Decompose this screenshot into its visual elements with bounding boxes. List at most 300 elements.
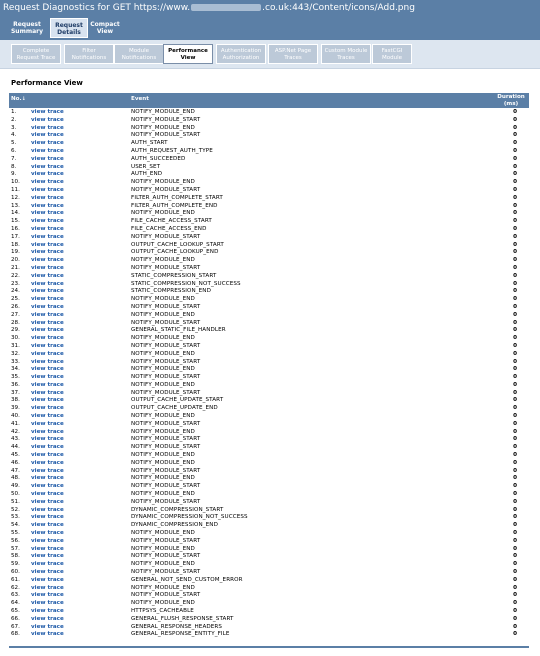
event-name: OUTPUT_CACHE_UPDATE_END	[131, 405, 218, 412]
duration-value: 0	[513, 514, 517, 521]
view-trace-link[interactable]: view trace	[31, 350, 64, 357]
event-name: NOTIFY_MODULE_START	[131, 342, 201, 349]
view-trace-link[interactable]: view trace	[31, 124, 64, 131]
duration-value: 0	[513, 311, 517, 318]
duration-value: 0	[513, 592, 517, 599]
duration-value: 0	[513, 584, 517, 591]
table-row	[9, 117, 529, 125]
duration-value: 0	[513, 428, 517, 435]
duration-value: 0	[513, 124, 517, 131]
event-name: NOTIFY_MODULE_END	[131, 179, 195, 186]
event-name: GENERAL_RESPONSE_HEADERS	[131, 623, 223, 630]
view-trace-link[interactable]: view trace	[31, 335, 64, 342]
sub-tab-bar	[0, 40, 540, 69]
view-trace-link[interactable]: view trace	[31, 576, 64, 583]
event-name: NOTIFY_MODULE_END	[131, 584, 195, 591]
view-trace-link[interactable]: view trace	[31, 186, 64, 193]
row-number: 39.	[11, 405, 20, 412]
row-number: 49.	[11, 483, 20, 490]
table-row	[9, 273, 529, 281]
duration-value: 0	[513, 218, 517, 225]
event-name: USER_SET	[131, 163, 161, 170]
event-name: NOTIFY_MODULE_START	[131, 358, 201, 365]
duration-value: 0	[513, 272, 517, 279]
view-trace-link[interactable]: view trace	[31, 264, 64, 271]
table-row	[9, 242, 529, 250]
view-trace-link[interactable]: view trace	[31, 327, 64, 334]
duration-value: 0	[513, 109, 517, 115]
event-name: NOTIFY_MODULE_START	[131, 303, 201, 310]
table-row	[9, 390, 529, 398]
view-trace-link[interactable]: view trace	[31, 233, 64, 240]
view-trace-link[interactable]: view trace	[31, 537, 64, 544]
table-row	[9, 281, 529, 289]
duration-value: 0	[513, 444, 517, 451]
table-row	[9, 304, 529, 312]
view-trace-link[interactable]: view trace	[31, 452, 64, 459]
duration-value: 0	[513, 140, 517, 147]
duration-value: 0	[513, 374, 517, 381]
row-number: 3.	[11, 124, 17, 131]
duration-value: 0	[513, 452, 517, 459]
duration-value: 0	[513, 350, 517, 357]
view-trace-link[interactable]: view trace	[31, 615, 64, 622]
window-title	[0, 0, 540, 16]
view-trace-link[interactable]: view trace	[31, 475, 64, 482]
table-row	[9, 397, 529, 405]
duration-value: 0	[513, 303, 517, 310]
table-row	[9, 429, 529, 437]
duration-value: 0	[513, 631, 517, 638]
table-row	[9, 335, 529, 343]
view-trace-link[interactable]: view trace	[31, 163, 64, 170]
view-trace-link[interactable]: view trace	[31, 592, 64, 599]
duration-value: 0	[513, 225, 517, 232]
tab-performance-view[interactable]: Performance View	[163, 44, 213, 64]
redacted-domain	[191, 4, 261, 11]
table-row	[9, 553, 529, 561]
view-trace-link[interactable]: view trace	[31, 257, 64, 264]
event-name: STATIC_COMPRESSION_START	[131, 272, 217, 279]
table-row	[9, 475, 529, 483]
row-number: 43.	[11, 436, 20, 443]
event-name: NOTIFY_MODULE_START	[131, 374, 201, 381]
sort-arrow-icon: ↓	[21, 96, 26, 102]
view-trace-link[interactable]: view trace	[31, 467, 64, 474]
view-trace-link[interactable]: view trace	[31, 155, 64, 162]
view-trace-link[interactable]: view trace	[31, 218, 64, 225]
duration-value: 0	[513, 420, 517, 427]
event-name: NOTIFY_MODULE_START	[131, 132, 201, 139]
row-number: 45.	[11, 452, 20, 459]
col-duration-header[interactable]: Duration (ms)	[497, 94, 525, 107]
view-trace-link[interactable]: view trace	[31, 483, 64, 490]
table-row	[9, 538, 529, 546]
event-name: FILE_CACHE_ACCESS_END	[131, 225, 207, 232]
event-name: NOTIFY_MODULE_END	[131, 452, 195, 459]
duration-value: 0	[513, 623, 517, 630]
event-name: NOTIFY_MODULE_START	[131, 537, 201, 544]
view-trace-link[interactable]: view trace	[31, 561, 64, 568]
table-row	[9, 436, 529, 444]
row-number: 16.	[11, 225, 20, 232]
event-name: FILTER_AUTH_COMPLETE_START	[131, 194, 223, 201]
duration-value: 0	[513, 132, 517, 139]
table-row	[9, 374, 529, 382]
event-name: NOTIFY_MODULE_END	[131, 381, 195, 388]
duration-value: 0	[513, 576, 517, 583]
tab-compact-view[interactable]: Compact View	[90, 21, 120, 35]
view-trace-link[interactable]: view trace	[31, 140, 64, 147]
duration-value: 0	[513, 179, 517, 186]
table-row	[9, 226, 529, 234]
event-name: NOTIFY_MODULE_START	[131, 444, 201, 451]
event-name: NOTIFY_MODULE_END	[131, 366, 195, 373]
duration-value: 0	[513, 389, 517, 396]
row-number: 7.	[11, 155, 17, 162]
row-number: 55.	[11, 530, 20, 537]
row-number: 38.	[11, 397, 20, 404]
view-trace-link[interactable]: view trace	[31, 342, 64, 349]
table-row	[9, 366, 529, 374]
duration-value: 0	[513, 194, 517, 201]
table-row	[9, 592, 529, 600]
row-number: 63.	[11, 592, 20, 599]
duration-value: 0	[513, 249, 517, 256]
duration-value: 0	[513, 155, 517, 162]
duration-value: 0	[513, 475, 517, 482]
tab-fastcgi-module[interactable]: FastCGI Module	[372, 44, 412, 64]
duration-value: 0	[513, 186, 517, 193]
duration-value: 0	[513, 147, 517, 154]
view-trace-link[interactable]: view trace	[31, 428, 64, 435]
view-trace-link[interactable]: view trace	[31, 623, 64, 630]
row-number: 41.	[11, 420, 20, 427]
tab-authentication-authorization[interactable]: Authentication Authorization	[216, 44, 266, 64]
view-trace-link[interactable]: view trace	[31, 132, 64, 139]
duration-value: 0	[513, 506, 517, 513]
row-number: 13.	[11, 202, 20, 209]
row-number: 4.	[11, 132, 17, 139]
row-number: 1.	[11, 109, 17, 115]
title-suffix: .co.uk:443/Content/icons/Add.png	[262, 3, 415, 13]
row-number: 9.	[11, 171, 17, 178]
row-number: 54.	[11, 522, 20, 529]
view-trace-link[interactable]: view trace	[31, 389, 64, 396]
event-name: NOTIFY_MODULE_START	[131, 233, 201, 240]
row-number: 36.	[11, 381, 20, 388]
row-number: 66.	[11, 615, 20, 622]
row-number: 48.	[11, 475, 20, 482]
table-row	[9, 616, 529, 624]
event-name: NOTIFY_MODULE_END	[131, 561, 195, 568]
duration-value: 0	[513, 280, 517, 287]
view-trace-link[interactable]: view trace	[31, 109, 64, 115]
view-trace-link[interactable]: view trace	[31, 374, 64, 381]
duration-value: 0	[513, 202, 517, 209]
view-trace-link[interactable]: view trace	[31, 600, 64, 607]
table-row	[9, 585, 529, 593]
view-trace-link[interactable]: view trace	[31, 194, 64, 201]
table-header	[9, 93, 529, 108]
view-trace-link[interactable]: view trace	[31, 553, 64, 560]
row-number: 46.	[11, 459, 20, 466]
row-number: 15.	[11, 218, 20, 225]
duration-value: 0	[513, 561, 517, 568]
col-no-label: No.	[11, 96, 22, 102]
duration-value: 0	[513, 498, 517, 505]
view-trace-link[interactable]: view trace	[31, 171, 64, 178]
view-trace-link[interactable]: view trace	[31, 272, 64, 279]
table-row	[9, 600, 529, 608]
row-number: 17.	[11, 233, 20, 240]
table-bottom-border	[9, 646, 529, 648]
row-number: 5.	[11, 140, 17, 147]
view-trace-link[interactable]: view trace	[31, 225, 64, 232]
tab-aspnet-page-traces[interactable]: ASP.Net Page Traces	[268, 44, 318, 64]
row-number: 32.	[11, 350, 20, 357]
row-number: 57.	[11, 545, 20, 552]
table-row	[9, 140, 529, 148]
row-number: 27.	[11, 311, 20, 318]
view-trace-link[interactable]: view trace	[31, 522, 64, 529]
tab-request-summary[interactable]: Request Summary	[10, 21, 43, 35]
view-trace-link[interactable]: view trace	[31, 545, 64, 552]
event-name: NOTIFY_MODULE_START	[131, 569, 201, 576]
view-trace-link[interactable]: view trace	[31, 280, 64, 287]
view-trace-link[interactable]: view trace	[31, 459, 64, 466]
row-number: 58.	[11, 553, 20, 560]
event-name: NOTIFY_MODULE_END	[131, 413, 195, 420]
event-name: NOTIFY_MODULE_START	[131, 319, 201, 326]
row-number: 47.	[11, 467, 20, 474]
view-trace-link[interactable]: view trace	[31, 241, 64, 248]
event-name: GENERAL_NOT_SEND_CUSTOM_ERROR	[131, 576, 243, 583]
view-trace-link[interactable]: view trace	[31, 506, 64, 513]
event-name: OUTPUT_CACHE_UPDATE_START	[131, 397, 224, 404]
view-trace-link[interactable]: view trace	[31, 420, 64, 427]
table-row	[9, 608, 529, 616]
event-name: NOTIFY_MODULE_END	[131, 257, 195, 264]
event-name: NOTIFY_MODULE_START	[131, 389, 201, 396]
table-row	[9, 109, 529, 117]
event-name: NOTIFY_MODULE_START	[131, 553, 201, 560]
duration-value: 0	[513, 600, 517, 607]
duration-value: 0	[513, 491, 517, 498]
event-name: DYNAMIC_COMPRESSION_END	[131, 522, 218, 529]
event-name: OUTPUT_CACHE_LOOKUP_END	[131, 249, 219, 256]
table-row	[9, 522, 529, 530]
event-name: STATIC_COMPRESSION_END	[131, 288, 211, 295]
table-row	[9, 351, 529, 359]
view-trace-link[interactable]: view trace	[31, 413, 64, 420]
row-number: 53.	[11, 514, 20, 521]
row-number: 68.	[11, 631, 20, 638]
event-name: NOTIFY_MODULE_START	[131, 592, 201, 599]
event-name: NOTIFY_MODULE_START	[131, 186, 201, 193]
view-trace-link[interactable]: view trace	[31, 319, 64, 326]
table-row	[9, 382, 529, 390]
row-number: 52.	[11, 506, 20, 513]
table-row	[9, 265, 529, 273]
duration-value: 0	[513, 459, 517, 466]
table-row	[9, 499, 529, 507]
row-number: 18.	[11, 241, 20, 248]
row-number: 51.	[11, 498, 20, 505]
duration-value: 0	[513, 319, 517, 326]
row-number: 50.	[11, 491, 20, 498]
duration-value: 0	[513, 413, 517, 420]
duration-value: 0	[513, 171, 517, 178]
table-row	[9, 577, 529, 585]
table-row	[9, 312, 529, 320]
duration-value: 0	[513, 569, 517, 576]
table-row	[9, 234, 529, 242]
table-row	[9, 125, 529, 133]
view-trace-link[interactable]: view trace	[31, 498, 64, 505]
row-number: 65.	[11, 608, 20, 614]
table-row	[9, 491, 529, 499]
table-row	[9, 288, 529, 296]
tab-complete-request-trace[interactable]: Complete Request Trace	[11, 44, 61, 64]
event-name: NOTIFY_MODULE_END	[131, 459, 195, 466]
duration-value: 0	[513, 327, 517, 334]
tab-request-details[interactable]: Request Details	[50, 18, 88, 38]
table-row	[9, 343, 529, 351]
event-name: GENERAL_RESPONSE_ENTITY_FILE	[131, 631, 230, 638]
view-trace-link[interactable]: view trace	[31, 397, 64, 404]
table-row	[9, 148, 529, 156]
event-name: GENERAL_FLUSH_RESPONSE_START	[131, 615, 234, 622]
view-trace-link[interactable]: view trace	[31, 530, 64, 537]
row-number: 67.	[11, 623, 20, 630]
duration-value: 0	[513, 530, 517, 537]
row-number: 19.	[11, 249, 20, 256]
view-trace-link[interactable]: view trace	[31, 631, 64, 638]
view-trace-link[interactable]: view trace	[31, 202, 64, 209]
col-no-header[interactable]	[11, 96, 26, 102]
table-body	[9, 109, 529, 639]
view-trace-link[interactable]: view trace	[31, 288, 64, 295]
event-name: NOTIFY_MODULE_END	[131, 296, 195, 303]
table-row	[9, 327, 529, 335]
table-row	[9, 507, 529, 515]
table-row	[9, 413, 529, 421]
view-trace-link[interactable]: view trace	[31, 179, 64, 186]
duration-value: 0	[513, 264, 517, 271]
table-row	[9, 171, 529, 179]
view-trace-link[interactable]: view trace	[31, 569, 64, 576]
tab-module-notifications[interactable]: Module Notifications	[114, 44, 164, 64]
top-tab-bar	[0, 16, 540, 40]
duration-value: 0	[513, 288, 517, 295]
row-number: 62.	[11, 584, 20, 591]
view-trace-link[interactable]: view trace	[31, 116, 64, 123]
row-number: 10.	[11, 179, 20, 186]
event-name: NOTIFY_MODULE_END	[131, 311, 195, 318]
duration-value: 0	[513, 163, 517, 170]
view-trace-link[interactable]: view trace	[31, 405, 64, 412]
duration-value: 0	[513, 233, 517, 240]
table-row	[9, 218, 529, 226]
duration-value: 0	[513, 335, 517, 342]
duration-value: 0	[513, 436, 517, 443]
duration-value: 0	[513, 608, 517, 614]
view-trace-link[interactable]: view trace	[31, 514, 64, 521]
table-row	[9, 132, 529, 140]
duration-value: 0	[513, 483, 517, 490]
event-name: NOTIFY_MODULE_END	[131, 545, 195, 552]
event-name: NOTIFY_MODULE_END	[131, 335, 195, 342]
row-number: 31.	[11, 342, 20, 349]
event-name: DYNAMIC_COMPRESSION_START	[131, 506, 224, 513]
view-trace-link[interactable]: view trace	[31, 491, 64, 498]
table-row	[9, 483, 529, 491]
row-number: 33.	[11, 358, 20, 365]
view-trace-link[interactable]: view trace	[31, 436, 64, 443]
view-trace-link[interactable]: view trace	[31, 311, 64, 318]
table-row	[9, 179, 529, 187]
duration-value: 0	[513, 257, 517, 264]
tab-filter-notifications[interactable]: Filter Notifications	[64, 44, 114, 64]
row-number: 24.	[11, 288, 20, 295]
view-trace-link[interactable]: view trace	[31, 210, 64, 217]
table-row	[9, 546, 529, 554]
row-number: 37.	[11, 389, 20, 396]
table-row	[9, 444, 529, 452]
duration-value: 0	[513, 553, 517, 560]
event-name: DYNAMIC_COMPRESSION_NOT_SUCCESS	[131, 514, 248, 521]
row-number: 11.	[11, 186, 20, 193]
row-number: 12.	[11, 194, 20, 201]
row-number: 35.	[11, 374, 20, 381]
table-row	[9, 296, 529, 304]
table-row	[9, 624, 529, 632]
title-prefix: Request Diagnostics for GET https://www.	[3, 3, 191, 13]
table-row	[9, 468, 529, 476]
table-row	[9, 359, 529, 367]
duration-value: 0	[513, 116, 517, 123]
event-name: NOTIFY_MODULE_START	[131, 420, 201, 427]
row-number: 6.	[11, 147, 17, 154]
view-trace-link[interactable]: view trace	[31, 249, 64, 256]
view-trace-link[interactable]: view trace	[31, 608, 64, 614]
table-row	[9, 405, 529, 413]
event-name: NOTIFY_MODULE_END	[131, 600, 195, 607]
view-trace-link[interactable]: view trace	[31, 584, 64, 591]
event-name: AUTH_REQUEST_AUTH_TYPE	[131, 147, 213, 154]
view-trace-link[interactable]: view trace	[31, 366, 64, 373]
event-name: NOTIFY_MODULE_START	[131, 116, 201, 123]
event-name: NOTIFY_MODULE_START	[131, 483, 201, 490]
table-row	[9, 195, 529, 203]
duration-value: 0	[513, 381, 517, 388]
view-trace-link[interactable]: view trace	[31, 147, 64, 154]
view-trace-link[interactable]: view trace	[31, 444, 64, 451]
table-row	[9, 569, 529, 577]
event-name: NOTIFY_MODULE_END	[131, 210, 195, 217]
event-name: FILE_CACHE_ACCESS_START	[131, 218, 212, 225]
duration-value: 0	[513, 366, 517, 373]
duration-value: 0	[513, 537, 517, 544]
view-trace-link[interactable]: view trace	[31, 303, 64, 310]
view-trace-link[interactable]: view trace	[31, 358, 64, 365]
tab-custom-module-traces[interactable]: Custom Module Traces	[321, 44, 371, 64]
col-event-header[interactable]: Event	[131, 96, 149, 102]
row-number: 20.	[11, 257, 20, 264]
view-trace-link[interactable]: view trace	[31, 296, 64, 303]
view-trace-link[interactable]: view trace	[31, 381, 64, 388]
